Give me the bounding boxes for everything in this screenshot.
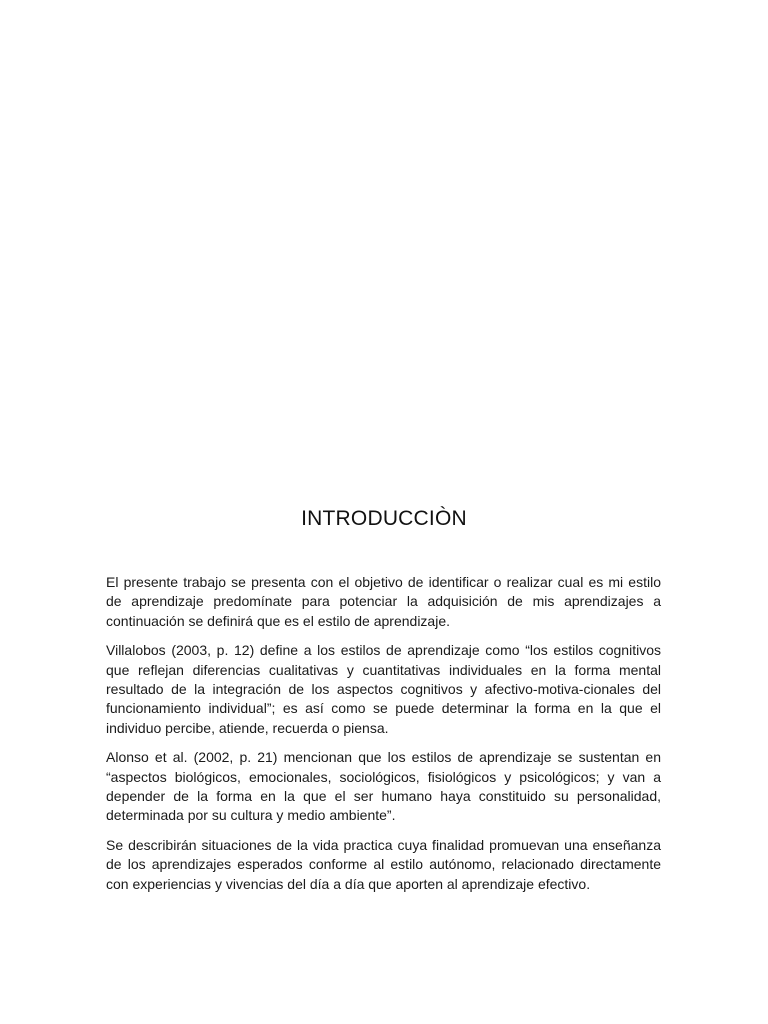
page-title: INTRODUCCIÒN [301,507,467,530]
paragraph-1: El presente trabajo se presenta con el objetivo de identificar o realizar cual es mi estilo de aprendizaje predomínate para potenciar la adquisición de mis aprendizajes a continuación se definirá que es el estilo de aprendizaje. [106,574,661,629]
paragraph-3: Alonso et al. (2002, p. 21) mencionan que los estilos de aprendizaje se sustentan en “aspectos biológicos, emocionales, sociológicos, fisiológicos y psicológicos; y van a depender de la forma en la que el ser humano haya constituido su personalidad, determinada por su cultura y medio ambiente”. [106,749,661,824]
body-text [106,573,661,904]
paragraph-2: Villalobos (2003, p. 12) define a los estilos de aprendizaje como “los estilos cognitivos que reflejan diferencias cualitativas y cuantitativas individuales en la forma mental resultado de la integración de los aspectos cognitivos y afectivo-motiva-cionales del funcionamiento individual”; es así como se puede determinar la forma en la que el individuo percibe, atiende, recuerda o piensa. [106,642,661,736]
paragraph-4: Se describirán situaciones de la vida practica cuya finalidad promuevan una enseñanza de los aprendizajes esperados conforme al estilo autónomo, relacionado directamente con experiencias y vivencias del día a día que aporten al aprendizaje efectivo. [106,836,661,892]
